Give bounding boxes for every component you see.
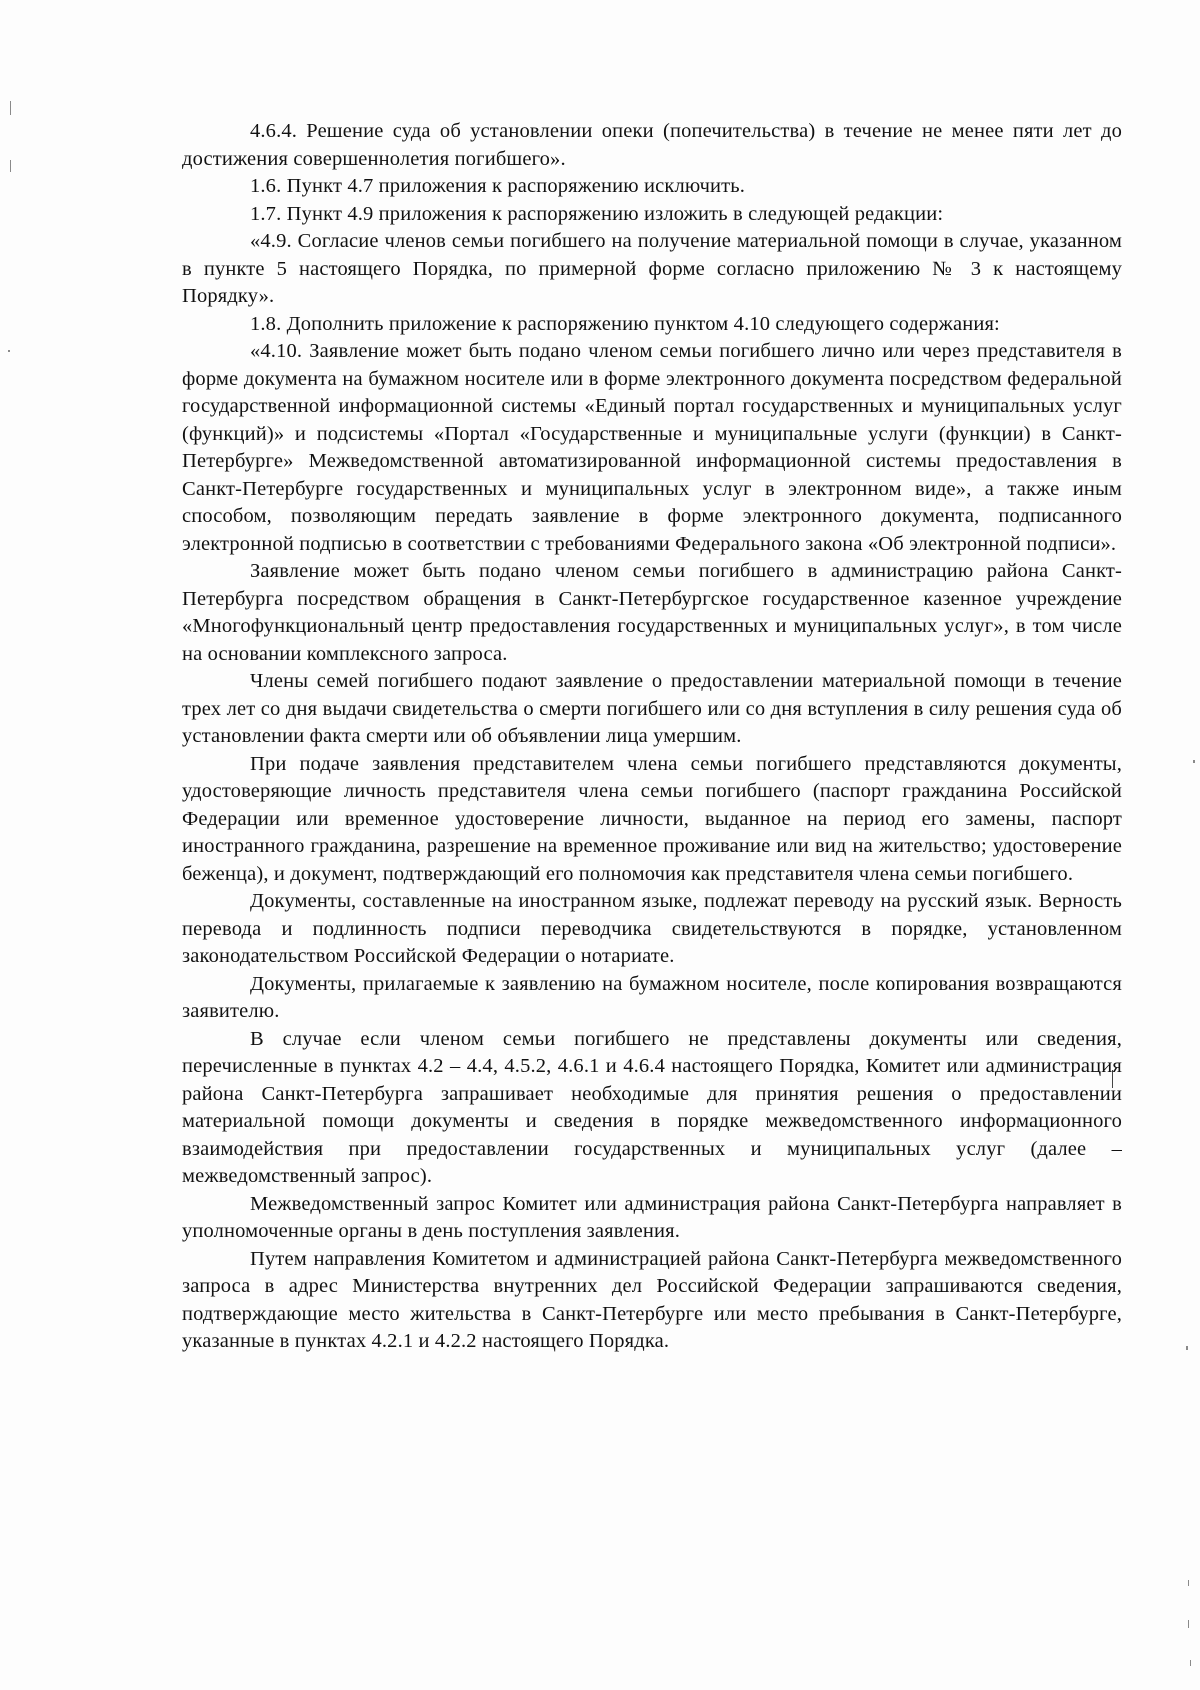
scan-mark: [10, 160, 11, 172]
document-body: [182, 118, 1122, 1356]
paragraph-interagency-request: В случае если членом семьи погибшего не представлены документы или сведения, перечисленные в пунктах 4.2 – 4.4, 4.5.2, 4.6.1 и 4.6.4 настоящего Порядка, Комитет или администрация района Санкт-Петербурга запрашивает необходимые для принятия решения о предоставлении материальной помощи документы и сведения в порядке межведомственного информационного взаимодействия при предоставлении государственных и муниципальных услуг (далее – межведомственный запрос).: [182, 1027, 1122, 1187]
paragraph-4-10: «4.10. Заявление может быть подано членом семьи погибшего лично или через представителя в форме документа на бумажном носителе или в форме электронного документа посредством федеральной государственной информационной системы «Единый портал государственных и муниципальных услуг (функций)» и подсистемы «Портал «Государственные и муниципальные услуги (функции) в Санкт-Петербурге» Межведомственной автоматизированной информационной системы предоставления в Санкт-Петербурге государственных и муниципальных услуг в электронном виде», а также иным способом, позволяющим передать заявление в форме электронного документа, подписанного электронной подписью в соответствии с требованиями Федерального закона «Об электронной подписи».: [182, 340, 1122, 555]
scan-mark: [1193, 760, 1195, 763]
scan-mark: [8, 350, 10, 352]
paragraph-4-9: «4.9. Согласие членов семьи погибшего на получение материальной помощи в случае, указанном в пункте 5 настоящего Порядка, по примерной форме согласно приложению № 3 к настоящему Порядку».: [182, 230, 1122, 307]
paragraph-representative-documents: При подаче заявления представителем члена семьи погибшего представляются документы, удостоверяющие личность представителя члена семьи погибшего (паспорт гражданина Российской Федерации или временное удостоверение личности, выданное на период его замены, паспорт иностранного гражданина, разрешение на временное проживание или вид на жительство; удостоверение беженца), и документ, подтверждающий его полномочия как представителя члена семьи погибшего.: [182, 752, 1122, 885]
paragraph-mfc-submission: Заявление может быть подано членом семьи погибшего в администрацию района Санкт-Петербурга посредством обращения в Санкт-Петербургское государственное казенное учреждение «Многофункциональный центр предоставления государственных и муниципальных услуг», в том числе на основании комплексного запроса.: [182, 560, 1122, 665]
scan-mark: [1186, 1346, 1188, 1350]
paragraph-1-7: 1.7. Пункт 4.9 приложения к распоряжению изложить в следующей редакции:: [250, 202, 944, 225]
scan-mark: [10, 101, 11, 115]
paragraph-1-6: 1.6. Пункт 4.7 приложения к распоряжению исключить.: [250, 175, 746, 197]
paragraph-1-8: 1.8. Дополнить приложение к распоряжению пунктом 4.10 следующего содержания:: [250, 312, 1000, 335]
paragraph-documents-returned: Документы, прилагаемые к заявлению на бумажном носителе, после копирования возвращаются заявителю.: [182, 972, 1122, 1022]
scan-mark: [1188, 1620, 1189, 1628]
scan-mark: [1188, 1580, 1189, 1586]
paragraph-mvd-request: Путем направления Комитетом и администрацией района Санкт-Петербурга межведомственного запроса в адрес Министерства внутренних дел Российской Федерации запрашиваются сведения, подтверждающие место жительства в Санкт-Петербурге или место пребывания в Санкт-Петербурге, указанные в пунктах 4.2.1 и 4.2.2 настоящего Порядка.: [182, 1247, 1122, 1352]
paragraph-foreign-language-documents: Документы, составленные на иностранном языке, подлежат переводу на русский язык. Верность перевода и подлинность подписи переводчика свидетельствуются в порядке, установленном законодательством Российской Федерации о нотариате.: [182, 890, 1122, 967]
scan-mark: [1190, 1660, 1191, 1666]
paragraph-request-timing: Межведомственный запрос Комитет или администрация района Санкт-Петербурга направляет в уполномоченные органы в день поступления заявления.: [182, 1192, 1122, 1242]
paragraph-submission-deadline: Члены семей погибшего подают заявление о предоставлении материальной помощи в течение трех лет со дня выдачи свидетельства о смерти погибшего или со дня вступления в силу решения суда об установлении факта смерти или об объявлении лица умершим.: [182, 670, 1122, 747]
paragraph-4-6-4: 4.6.4. Решение суда об установлении опеки (попечительства) в течение не менее пяти лет до достижения совершеннолетия погибшего».: [182, 120, 1122, 170]
